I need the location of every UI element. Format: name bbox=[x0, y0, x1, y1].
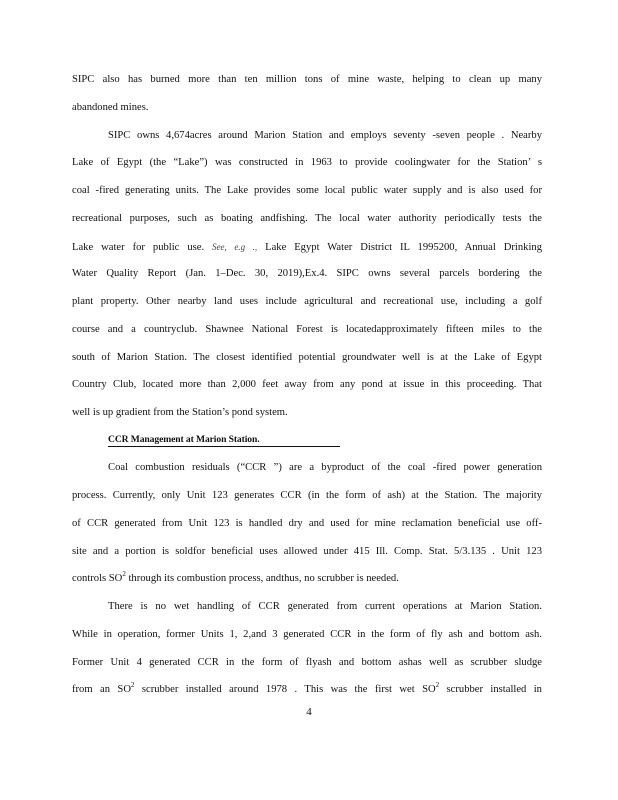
paragraph-4-line-2: While in operation, former Units 1, 2,and 3 generated CCR in the form of fly ash and bottom ash. bbox=[72, 629, 542, 640]
paragraph-2-line-8: course and a countryclub. Shawnee National Forest is locatedapproximately fifteen miles to the bbox=[72, 324, 542, 335]
paragraph-2-line-5-rest: Lake Egypt Water District IL 1995200, Annual Drinking bbox=[265, 242, 542, 253]
paragraph-2-line-2: Lake of Egypt (the “Lake”) was constructed in 1963 to provide coolingwater for the Station’ s bbox=[72, 157, 542, 168]
paragraph-3-line-1: Coal combustion residuals (“CCR ”) are a byproduct of the coal -fired power generation bbox=[108, 462, 542, 473]
paragraph-3-line-5 bbox=[72, 572, 542, 586]
paragraph-3-line-5-prefix: controls SO bbox=[72, 573, 123, 584]
paragraph-3-line-2: process. Currently, only Unit 123 generates CCR (in the form of ash) at the Station. The majority bbox=[72, 490, 542, 501]
paragraph-4-line-4 bbox=[72, 683, 542, 697]
paragraph-2-line-9: south of Marion Station. The closest identified potential groundwater well is at the Lake of Egypt bbox=[72, 352, 542, 363]
paragraph-4-line-1: There is no wet handling of CCR generated from current operations at Marion Station. bbox=[108, 601, 542, 612]
paragraph-2-line-5-prefix: Lake water for public use. bbox=[72, 242, 205, 253]
so2-subscript: 2 bbox=[130, 681, 135, 689]
paragraph-2-line-10: Country Club, located more than 2,000 feet away from any pond at issue in this proceeding. That bbox=[72, 379, 542, 390]
so2-subscript: 2 bbox=[435, 681, 440, 689]
paragraph-1-line-2: abandoned mines. bbox=[72, 102, 149, 113]
paragraph-1-line-1: SIPC also has burned more than ten million tons of mine waste, helping to clean up many bbox=[72, 74, 542, 85]
paragraph-3-line-5-rest: through its combustion process, andthus, no scrubber is needed. bbox=[128, 573, 399, 584]
paragraph-3-line-4: site and a portion is soldfor beneficial uses allowed under 415 Ill. Comp. Stat. 5/3.135 . Unit 123 bbox=[72, 546, 542, 557]
paragraph-2-line-5 bbox=[72, 240, 542, 255]
paragraph-2-line-11: well is up gradient from the Station’s pond system. bbox=[72, 407, 288, 418]
paragraph-4-line-3: Former Unit 4 generated CCR in the form of flyash and bottom ashas well as scrubber sludge bbox=[72, 657, 542, 668]
paragraph-3-line-3: of CCR generated from Unit 123 is handled dry and used for mine reclamation beneficial use off- bbox=[72, 518, 542, 529]
page-number: 4 bbox=[306, 706, 312, 718]
paragraph-2-line-7: plant property. Other nearby land uses include agricultural and recreational use, including a golf bbox=[72, 296, 542, 307]
paragraph-2-line-3: coal -fired generating units. The Lake provides some local public water supply and is also used for bbox=[72, 185, 542, 196]
paragraph-2-line-4: recreational purposes, such as boating andfishing. The local water authority periodically tests the bbox=[72, 213, 542, 224]
citation-signal: See, e.g ., bbox=[212, 242, 258, 252]
paragraph-4-line-4-part-3: scrubber installed in bbox=[446, 684, 542, 695]
section-heading: CCR Management at Marion Station. bbox=[108, 433, 340, 447]
paragraph-4-line-4-part-1: from an SO bbox=[72, 684, 131, 695]
so2-subscript: 2 bbox=[122, 570, 126, 578]
paragraph-2-line-1: SIPC owns 4,674acres around Marion Station and employs seventy -seven people . Nearby bbox=[108, 130, 542, 141]
paragraph-2-line-6: Water Quality Report (Jan. 1–Dec. 30, 2019),Ex.4. SIPC owns several parcels bordering the bbox=[72, 268, 542, 279]
paragraph-4-line-4-part-2: scrubber installed around 1978 . This was the first wet SO bbox=[141, 684, 436, 695]
